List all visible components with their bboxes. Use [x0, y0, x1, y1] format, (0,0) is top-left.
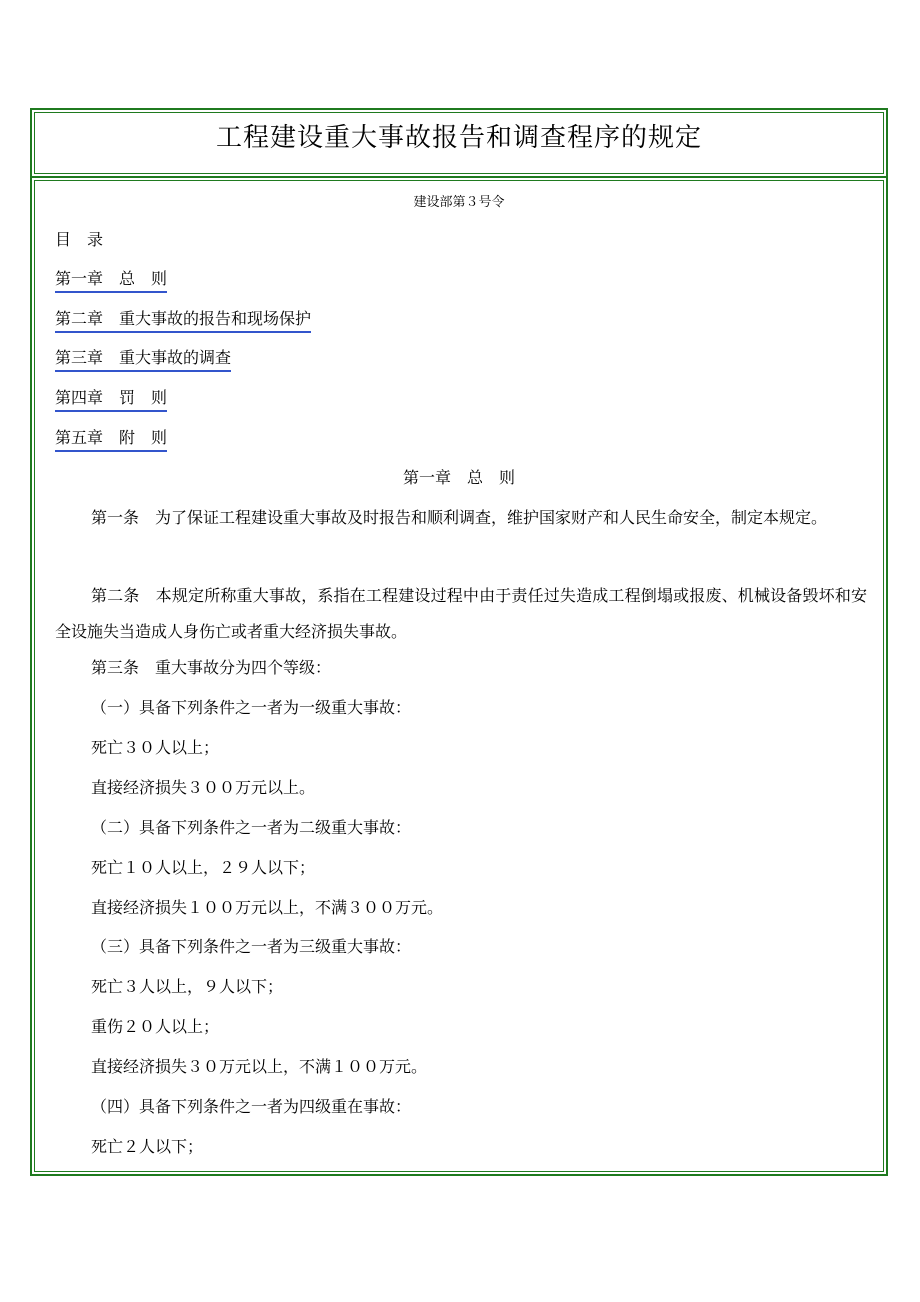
toc-heading: 目 录: [55, 230, 104, 249]
document-title: 工程建设重大事故报告和调查程序的规定: [215, 123, 702, 153]
toc-link-chapter-4[interactable]: 第四章 罚 则: [55, 386, 167, 412]
grade-1-item: 死亡３０人以上；: [91, 738, 220, 757]
grade-2-heading: （二）具备下列条件之一者为二级重大事故：: [91, 818, 412, 837]
toc-link-chapter-5[interactable]: 第五章 附 则: [55, 426, 167, 452]
toc-link-chapter-2[interactable]: 第二章 重大事故的报告和现场保护: [55, 307, 311, 333]
grade-3-item: 直接经济损失３０万元以上，不满１００万元。: [91, 1057, 428, 1076]
grade-4-heading: （四）具备下列条件之一者为四级重在事故：: [91, 1097, 412, 1116]
toc-link-chapter-3[interactable]: 第三章 重大事故的调查: [55, 346, 231, 372]
grade-2-item: 直接经济损失１００万元以上，不满３００万元。: [91, 898, 444, 917]
grade-2-item: 死亡１０人以上，２９人以下；: [91, 858, 316, 877]
chapter-1-heading: 第一章 总 则: [402, 468, 515, 487]
toc-link-chapter-1[interactable]: 第一章 总 则: [55, 267, 167, 293]
grade-3-heading: （三）具备下列条件之一者为三级重大事故：: [91, 937, 412, 956]
article-2: 第二条 本规定所称重大事故，系指在工程建设过程中由于责任过失造成工程倒塌或报废、机械设备毁坏和安全设施失当造成人身伤亡或者重大经济损失事故。: [55, 586, 867, 641]
decree-number: 建设部第３号令: [413, 195, 505, 210]
article-3: 第三条 重大事故分为四个等级：: [91, 658, 332, 677]
grade-1-heading: （一）具备下列条件之一者为一级重大事故：: [91, 698, 412, 717]
article-1: 第一条 为了保证工程建设重大事故及时报告和顺利调查，维护国家财产和人民生命安全，制定本规定。: [91, 508, 828, 527]
grade-1-item: 直接经济损失３００万元以上。: [91, 778, 316, 797]
grade-3-item: 死亡３人以上，９人以下；: [91, 977, 284, 996]
grade-4-item: 死亡２人以下；: [91, 1137, 204, 1156]
grade-3-item: 重伤２０人以上；: [91, 1017, 220, 1036]
